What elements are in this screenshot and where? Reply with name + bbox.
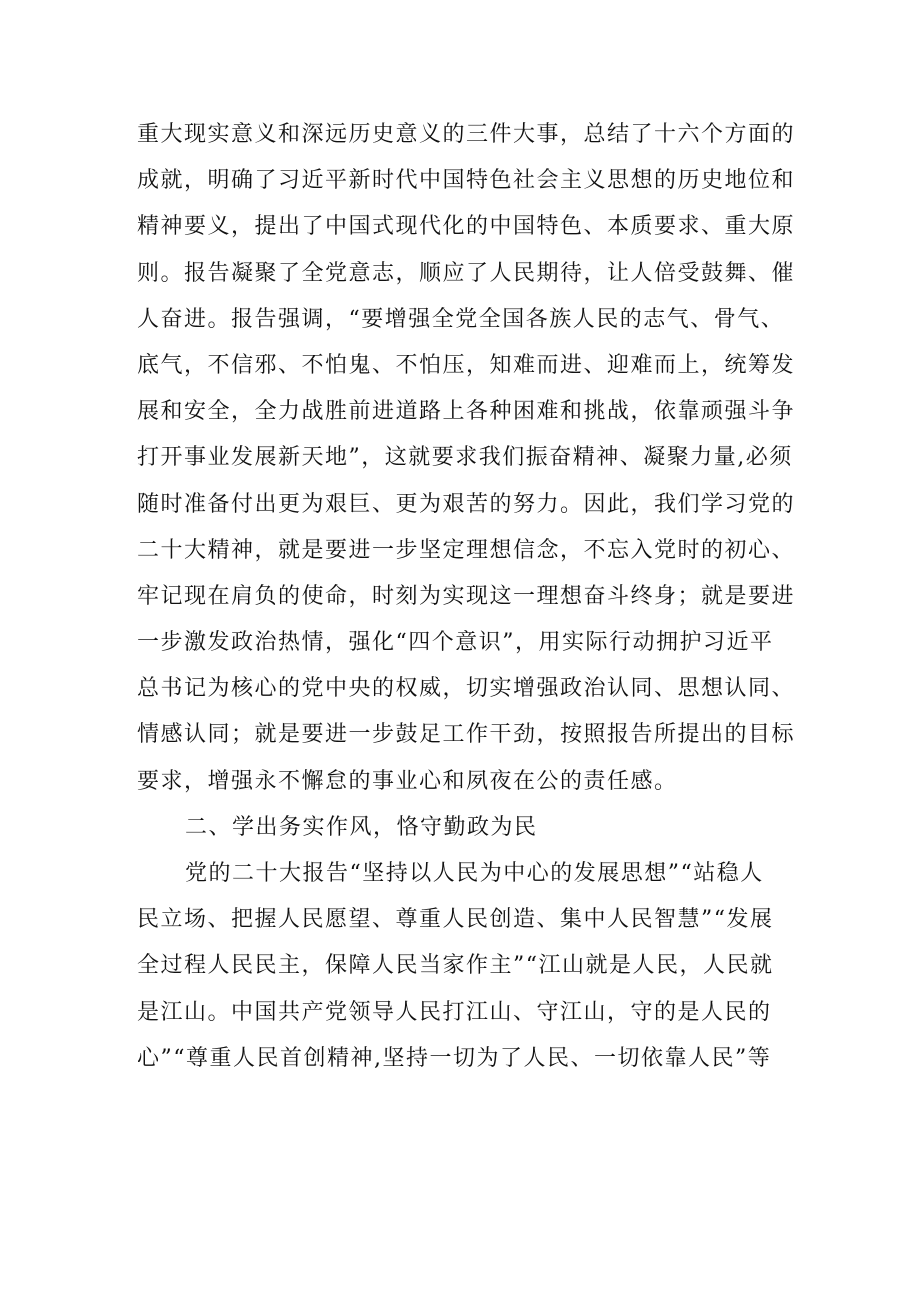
text-line: 二十大精神，就是要进一步坚定理想信念，不忘入党时的初心、 — [137, 537, 796, 563]
text-line: 心”“尊重人民首创精神,坚持一切为了人民、一切依靠人民”等 — [137, 1045, 772, 1071]
text-line: 展和安全，全力战胜前进道路上各种困难和挑战，依靠顽强斗争 — [137, 399, 796, 425]
text-line: 打开事业发展新天地”，这就要求我们振奋精神、凝聚力量,必须 — [137, 445, 793, 471]
text-line: 是江山。中国共产党领导人民打江山、守江山，守的是人民的 — [137, 999, 772, 1025]
text-line: 则。报告凝聚了全党意志，顺应了人民期待，让人倍受鼓舞、催 — [137, 260, 796, 286]
text-line: 党的二十大报告“坚持以人民为中心的发展思想”“站稳人 — [185, 861, 764, 886]
text-line: 全过程人民民主，保障人民当家作主”“江山就是人民，人民就 — [137, 953, 774, 979]
text-line: 人奋进。报告强调，“要增强全党全国各族人民的志气、骨气、 — [137, 306, 785, 332]
text-line: 重大现实意义和深远历史意义的三件大事，总结了十六个方面的 — [137, 122, 796, 147]
paragraph-2 — [137, 851, 797, 1082]
section-heading: 二、学出务实作风，恪守勤政为民 — [185, 814, 538, 840]
text-line: 底气，不信邪、不怕鬼、不怕压，知难而进、迎难而上，统筹发 — [137, 352, 796, 378]
text-line: 民立场、把握人民愿望、尊重人民创造、集中人民智慧”“发展 — [137, 907, 774, 933]
text-line: 情感认同；就是要进一步鼓足工作干劲，按照报告所提出的目标 — [137, 722, 796, 748]
text-line: 一步激发政治热情，强化“四个意识”，用实际行动拥护习近平 — [137, 630, 774, 656]
document-body — [137, 112, 797, 1082]
text-line: 牢记现在肩负的使命，时刻为实现这一理想奋斗终身；就是要进 — [137, 583, 796, 609]
text-line: 成就，明确了习近平新时代中国特色社会主义思想的历史地位和 — [137, 168, 796, 194]
text-line: 精神要义，提出了中国式现代化的中国特色、本质要求、重大原 — [137, 214, 796, 240]
text-line: 要求，增强永不懈怠的事业心和夙夜在公的责任感。 — [137, 768, 678, 794]
paragraph-1 — [137, 112, 797, 805]
text-line: 随时准备付出更为艰巨、更为艰苦的努力。因此，我们学习党的 — [137, 491, 796, 517]
text-line: 总书记为核心的党中央的权威，切实增强政治认同、思想认同、 — [137, 676, 796, 702]
